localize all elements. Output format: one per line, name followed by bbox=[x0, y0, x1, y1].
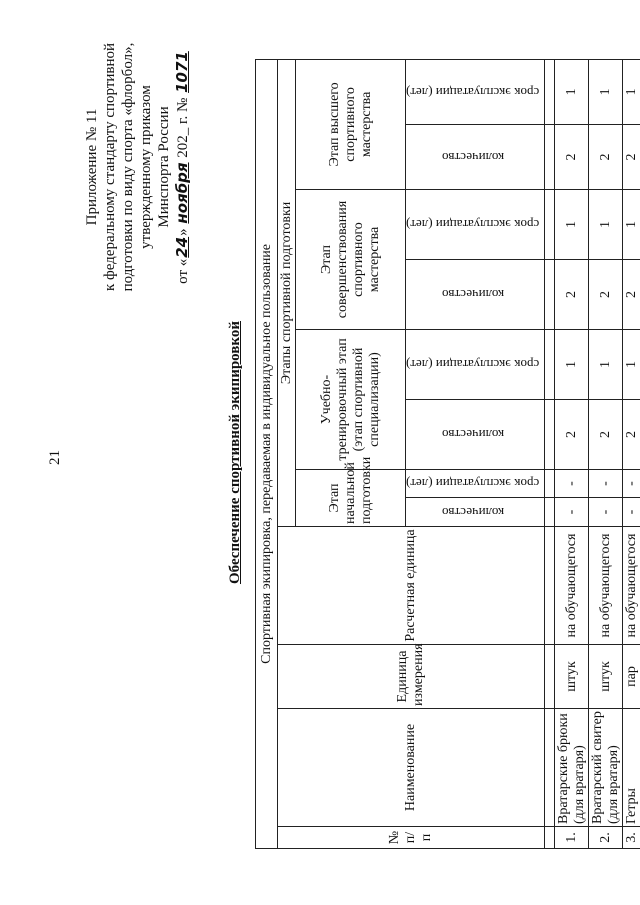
row-unit: штук bbox=[555, 645, 589, 709]
row-value: 1 bbox=[555, 59, 589, 124]
handwritten-day: 24 bbox=[173, 236, 191, 258]
table-row bbox=[623, 59, 640, 848]
row-value: 1 bbox=[589, 330, 623, 400]
row-value: - bbox=[555, 470, 589, 498]
appendix-title: Приложение № 11 bbox=[84, 108, 100, 226]
row-name: Вратарский свитер (для вратаря) bbox=[589, 709, 623, 827]
row-unit: штук bbox=[589, 645, 623, 709]
sub-header-qty: количество bbox=[406, 260, 545, 330]
stage-header-2: Учебно-тренировочный этап (этап спортивной специализации) bbox=[296, 330, 406, 470]
row-num: 1. bbox=[555, 827, 589, 849]
appendix-line: подготовки по виду спорта «флорбол», bbox=[120, 42, 136, 292]
date-mid: » bbox=[175, 228, 191, 236]
sub-header-term: срок эксплуатации (лет) bbox=[406, 330, 545, 400]
row-value: - bbox=[623, 470, 640, 498]
row-calc: на обучающегося bbox=[589, 527, 623, 645]
date-prefix: от « bbox=[175, 258, 191, 284]
row-value: 2 bbox=[589, 260, 623, 330]
equipment-table bbox=[255, 59, 640, 849]
stage-header-1: Этап начальной подготовки bbox=[296, 470, 406, 527]
date-suffix: г. № bbox=[175, 97, 191, 128]
handwritten-order-number: 1071 bbox=[173, 51, 191, 93]
col-header-calc: Расчетная единица bbox=[278, 527, 545, 645]
sub-header-term: срок эксплуатации (лет) bbox=[406, 470, 545, 498]
row-value: - bbox=[589, 470, 623, 498]
document-title: Обеспечение спортивной экипировкой bbox=[227, 321, 243, 585]
row-value: 2 bbox=[589, 400, 623, 470]
sub-header-term: срок эксплуатации (лет) bbox=[406, 59, 545, 124]
row-value: 1 bbox=[555, 330, 589, 400]
row-value: 2 bbox=[555, 400, 589, 470]
row-calc: на обучающегося bbox=[555, 527, 589, 645]
sub-header-term: срок эксплуатации (лет) bbox=[406, 190, 545, 260]
row-value: 1 bbox=[623, 59, 640, 124]
row-unit: пар bbox=[623, 645, 640, 709]
col-header-name: Наименование bbox=[278, 709, 545, 827]
appendix-line: утвержденному приказом bbox=[138, 85, 154, 249]
col-header-unit: Единица измерения bbox=[278, 645, 545, 709]
row-value: - bbox=[555, 498, 589, 527]
row-value: 1 bbox=[555, 190, 589, 260]
sub-header-qty: количество bbox=[406, 125, 545, 190]
sub-header-qty: количество bbox=[406, 400, 545, 470]
appendix-line: Минспорта России bbox=[156, 106, 172, 228]
row-value: 2 bbox=[589, 125, 623, 190]
col-header-num: № п/п bbox=[278, 827, 545, 849]
row-value: - bbox=[589, 498, 623, 527]
stages-header: Этапы спортивной подготовки bbox=[278, 59, 296, 526]
row-value: - bbox=[623, 498, 640, 527]
table-row bbox=[555, 59, 589, 848]
appendix-block bbox=[83, 7, 192, 327]
row-value: 1 bbox=[623, 330, 640, 400]
row-num: 3. bbox=[623, 827, 640, 849]
row-value: 2 bbox=[623, 400, 640, 470]
row-num: 2. bbox=[589, 827, 623, 849]
top-header: Спортивная экипировка, передаваемая в индивидуальное пользование bbox=[256, 59, 278, 848]
order-date-line bbox=[173, 7, 192, 327]
row-value: 1 bbox=[589, 190, 623, 260]
row-value: 2 bbox=[555, 125, 589, 190]
row-name: Вратарские брюки (для вратаря) bbox=[555, 709, 589, 827]
page-number: 21 bbox=[47, 450, 63, 465]
row-name: Гетры bbox=[623, 709, 640, 827]
date-year: 202_ bbox=[175, 127, 191, 158]
row-value: 2 bbox=[623, 260, 640, 330]
row-value: 2 bbox=[555, 260, 589, 330]
sub-header-qty: количество bbox=[406, 498, 545, 527]
row-calc: на обучающегося bbox=[623, 527, 640, 645]
stage-header-3: Этап совершенствования спортивного мастерства bbox=[296, 190, 406, 330]
table-row bbox=[589, 59, 623, 848]
handwritten-month: ноября bbox=[173, 162, 191, 224]
row-value: 2 bbox=[623, 125, 640, 190]
stage-header-4: Этап высшего спортивного мастерства bbox=[296, 59, 406, 189]
appendix-line: к федеральному стандарту спортивной bbox=[102, 42, 118, 292]
row-value: 1 bbox=[589, 59, 623, 124]
row-value: 1 bbox=[623, 190, 640, 260]
